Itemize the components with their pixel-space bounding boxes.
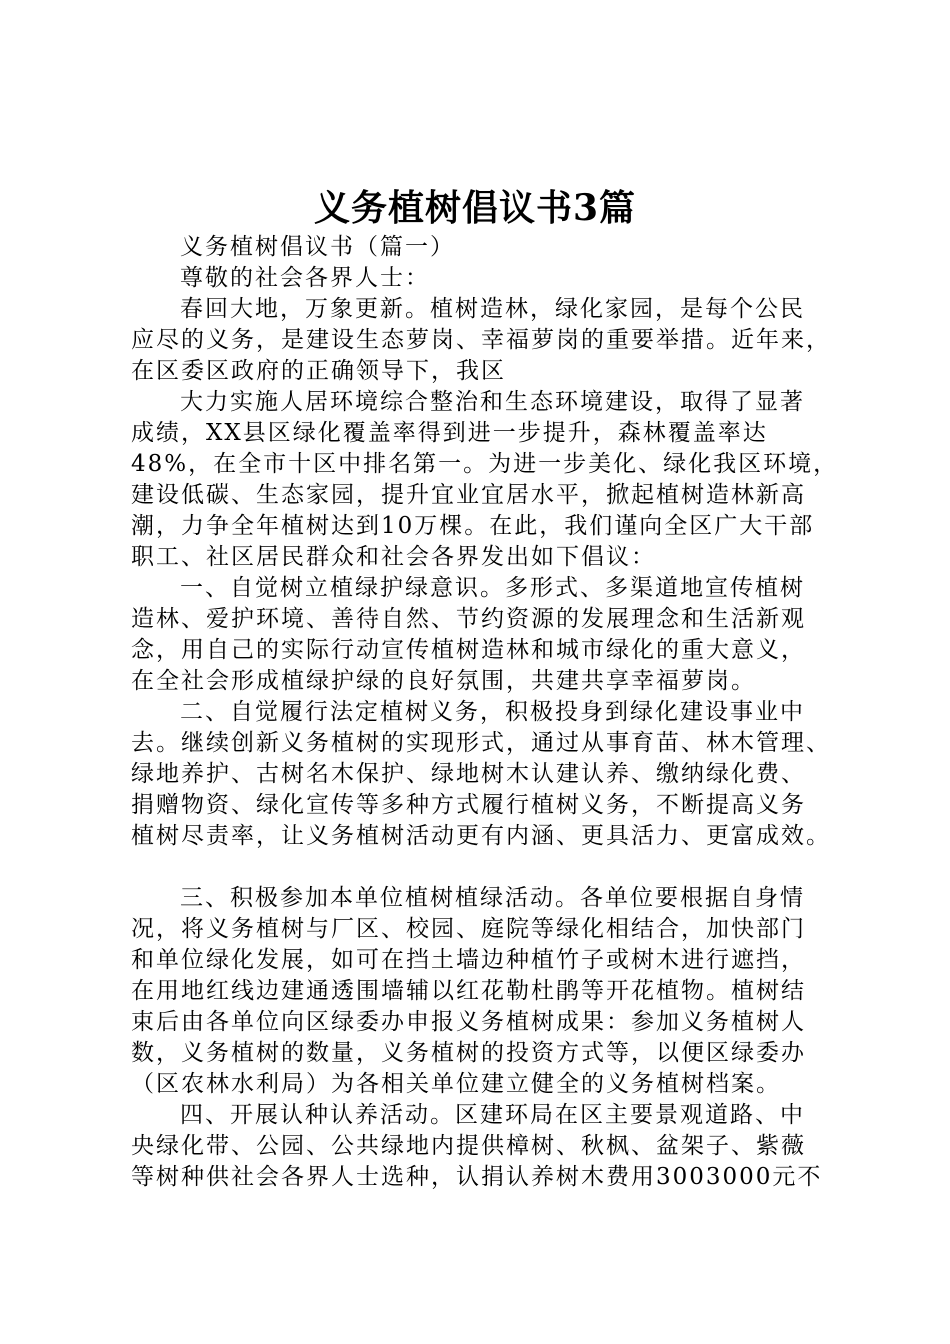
text-line: 48%，在全市十区中排名第一。为进一步美化、绿化我区环境，	[131, 451, 839, 477]
text-line: 植树尽责率，让义务植树活动更有内涵、更具活力、更富成效。	[131, 823, 831, 849]
text-line: 念，用自己的实际行动宣传植树造林和城市绿化的重大意义，	[131, 637, 806, 663]
text-line: 建设低碳、生态家园，提升宜业宜居水平，掀起植树造林新高	[131, 482, 806, 508]
text-line: 绿地养护、古树名木保护、绿地树木认建认养、缴纳绿化费、	[131, 761, 806, 787]
text-line: 职工、社区居民群众和社会各界发出如下倡议：	[131, 544, 656, 570]
text-line: （区农林水利局）为各相关单位建立健全的义务植树档案。	[131, 1071, 781, 1097]
text-line: 成绩，XX县区绿化覆盖率得到进一步提升，森林覆盖率达	[131, 420, 768, 446]
text-line: 义务植树倡议书（篇一）	[180, 234, 455, 260]
document-body	[131, 232, 855, 1193]
text-line: 潮，力争全年植树达到10万棵。在此，我们谨向全区广大干部	[131, 513, 815, 539]
text-line: 去。继续创新义务植树的实现形式，通过从事育苗、林木管理、	[131, 730, 831, 756]
text-line: 等树种供社会各界人士选种，认捐认养树木费用3003000元不	[131, 1164, 823, 1190]
text-line: 一、自觉树立植绿护绿意识。多形式、多渠道地宣传植树	[180, 575, 805, 601]
text-line: 数，义务植树的数量，义务植树的投资方式等，以便区绿委办	[131, 1040, 806, 1066]
text-line: 在全社会形成植绿护绿的良好氛围，共建共享幸福萝岗。	[131, 668, 756, 694]
text-line: 应尽的义务，是建设生态萝岗、幸福萝岗的重要举措。近年来，	[131, 327, 831, 353]
text-line: 春回大地，万象更新。植树造林，绿化家园，是每个公民	[180, 296, 805, 322]
text-line: 二、自觉履行法定植树义务，积极投身到绿化建设事业中	[180, 699, 805, 725]
text-line: 捐赠物资、绿化宣传等多种方式履行植树义务，不断提高义务	[131, 792, 806, 818]
text-line: 和单位绿化发展，如可在挡土墙边种植竹子或树木进行遮挡，	[131, 947, 806, 973]
text-line: 束后由各单位向区绿委办申报义务植树成果：参加义务植树人	[131, 1009, 806, 1035]
text-line: 况，将义务植树与厂区、校园、庭院等绿化相结合，加快部门	[131, 916, 806, 942]
text-line: 央绿化带、公园、公共绿地内提供樟树、秋枫、盆架子、紫薇	[131, 1133, 806, 1159]
text-line: 四、开展认种认养活动。区建环局在区主要景观道路、中	[180, 1102, 805, 1128]
text-line: 大力实施人居环境综合整治和生态环境建设，取得了显著	[180, 389, 805, 415]
text-line: 在用地红线边建通透围墙辅以红花勒杜鹃等开花植物。植树结	[131, 978, 806, 1004]
text-line: 尊敬的社会各界人士：	[180, 265, 430, 291]
text-line: 造林、爱护环境、善待自然、节约资源的发展理念和生活新观	[131, 606, 806, 632]
document-title: 义务植树倡议书3篇	[313, 187, 637, 229]
blank-line	[131, 852, 855, 883]
text-line: 三、积极参加本单位植树植绿活动。各单位要根据自身情	[180, 885, 805, 911]
text-line: 在区委区政府的正确领导下，我区	[131, 358, 506, 384]
